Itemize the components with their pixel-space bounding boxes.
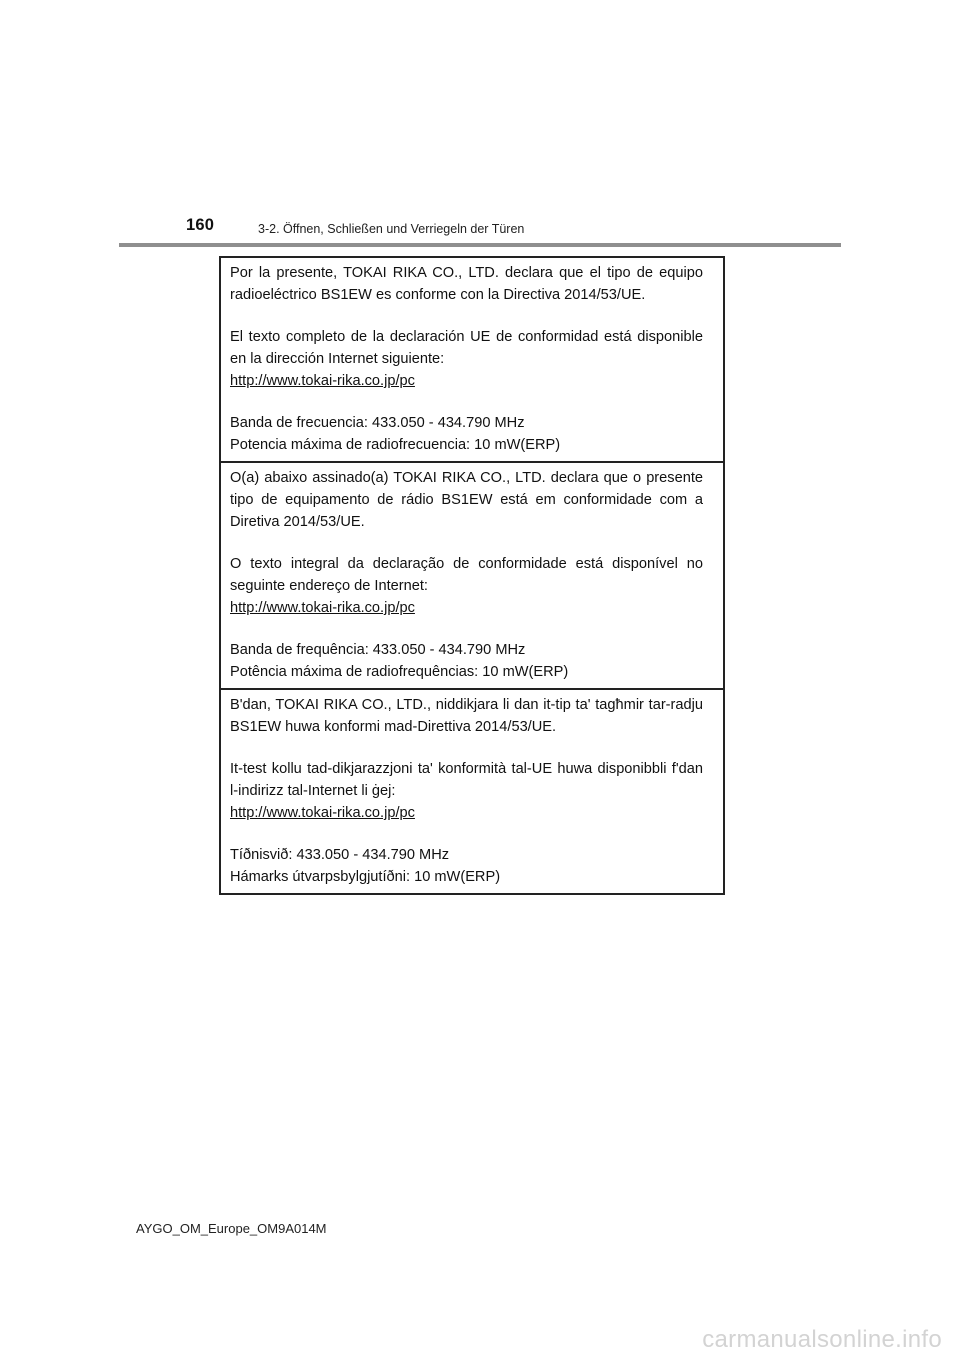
page-number: 160 — [186, 216, 215, 234]
declaration-text: Por la presente, TOKAI RIKA CO., LTD. declara que el tipo de equipo radioeléctrico BS1EW es conforme con la Directiva 2014/53/UE. — [230, 265, 703, 303]
watermark: carmanualsonline.info — [702, 1326, 942, 1353]
notice-table — [219, 256, 725, 895]
declaration-text: B'dan, TOKAI RIKA CO., LTD., niddikjara li dan it-tip ta' tagħmir tar-radju BS1EW huwa konformi mad-Direttiva 2014/53/UE. — [230, 697, 703, 735]
declaration-text: O(a) abaixo assinado(a) TOKAI RIKA CO., LTD. declara que o presente tipo de equipamento de rádio BS1EW está em conformidade com a Diretiva 2014/53/UE. — [230, 470, 703, 530]
declaration-link[interactable]: http://www.tokai-rika.co.jp/pc — [230, 805, 415, 821]
notice-block-portuguese — [221, 461, 723, 688]
declaration-link[interactable]: http://www.tokai-rika.co.jp/pc — [230, 373, 415, 389]
frequency-text: Banda de frequência: 433.050 - 434.790 MHz — [230, 642, 526, 658]
power-text: Hámarks útvarpsbylgjutíðni: 10 mW(ERP) — [230, 869, 501, 885]
declaration-link[interactable]: http://www.tokai-rika.co.jp/pc — [230, 600, 415, 616]
power-text: Potencia máxima de radiofrecuencia: 10 mW(ERP) — [230, 437, 561, 453]
availability-text: O texto integral da declaração de conformidade está disponível no seguinte endereço de Internet: — [230, 556, 703, 594]
availability-text: It-test kollu tad-dikjarazzjoni ta' konformità tal-UE huwa disponibbli f'dan l-indirizz tal-Internet li ġej: — [230, 761, 703, 799]
notice-block-spanish — [221, 258, 723, 461]
footer-document-id: AYGO_OM_Europe_OM9A014M — [136, 1221, 327, 1236]
frequency-text: Banda de frecuencia: 433.050 - 434.790 MHz — [230, 415, 525, 431]
frequency-text: Tíðnisvið: 433.050 - 434.790 MHz — [230, 847, 450, 863]
availability-text: El texto completo de la declaración UE de conformidad está disponible en la dirección Internet siguiente: — [230, 329, 703, 367]
header-rule — [119, 243, 841, 247]
power-text: Potência máxima de radiofrequências: 10 mW(ERP) — [230, 664, 569, 680]
notice-block-maltese — [221, 688, 723, 893]
section-title: 3-2. Öffnen, Schließen und Verriegeln der Türen — [258, 222, 525, 236]
